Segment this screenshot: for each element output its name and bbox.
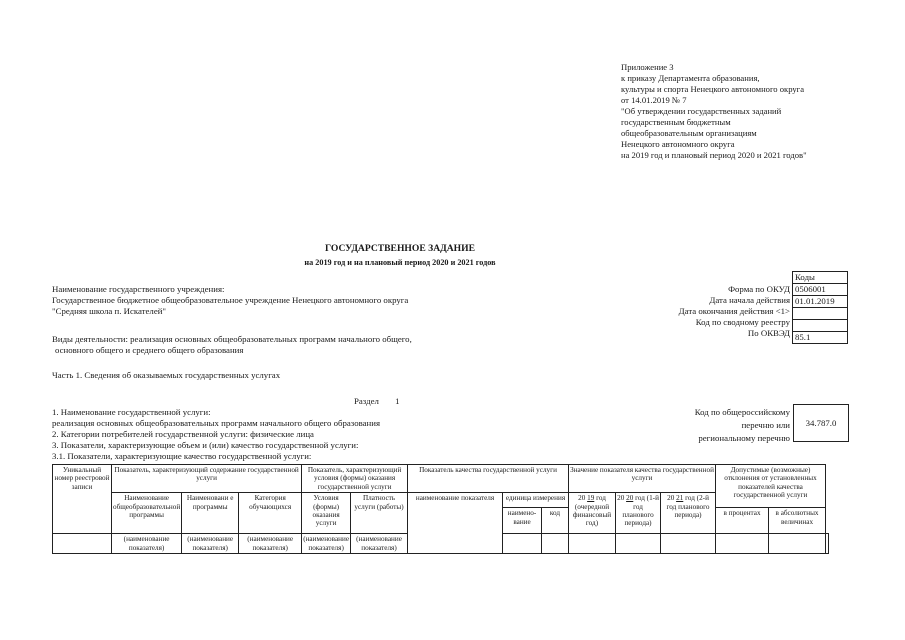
activity-line: Виды деятельности: реализация основных общеобразовательных программ начального общего,	[52, 334, 412, 344]
year1-suffix: год (очередной финансовый год)	[572, 494, 612, 528]
appendix-line: Приложение 3	[621, 62, 674, 72]
code-label: Код по сводному реестру	[695, 317, 790, 327]
appendix-line: общеобразовательным организациям	[621, 128, 757, 138]
code-value	[793, 320, 848, 332]
th-cond: Условия (формы) оказания услуги	[302, 493, 351, 534]
th-year1	[569, 493, 616, 534]
th-unit-name: наимено- вание	[503, 508, 542, 534]
cell-empty	[661, 534, 716, 554]
section-heading	[354, 396, 400, 407]
year1-prefix: 20	[578, 494, 586, 503]
document-title: ГОСУДАРСТВЕННОЕ ЗАДАНИЕ	[325, 243, 475, 254]
code-value	[793, 308, 848, 320]
th-name1: Наименование общеобразовательной программы	[112, 493, 182, 534]
activity-block	[52, 334, 412, 356]
appendix-block	[621, 62, 807, 161]
code-label: По ОКВЭД	[747, 328, 790, 338]
th-conditions: Показатель, характеризующий условия (формы) оказания государственной услуги	[302, 465, 408, 493]
code-value: 85.1	[793, 332, 848, 344]
service-line: 2. Категории потребителей государственной услуги: физические лица	[52, 429, 314, 439]
service-line: 3. Показатели, характеризующие объем и (или) качество государственной услуги:	[52, 440, 359, 450]
codes-header: Коды	[793, 272, 848, 284]
code-label: Дата начала действия	[709, 295, 790, 305]
cell-empty	[769, 534, 826, 554]
appendix-line: культуры и спорта Ненецкого автономного округа	[621, 84, 805, 94]
codes-labels	[560, 284, 790, 339]
th-category: Категория обучающихся	[239, 493, 302, 534]
year1-value: 19	[587, 494, 595, 503]
institution-block	[52, 284, 408, 317]
cell-ind: (наименование показателя)	[112, 534, 182, 554]
cell-ind: (наименование показателя)	[351, 534, 408, 554]
appendix-line: "Об утверждении государственных заданий	[621, 106, 782, 116]
cell-empty	[716, 534, 769, 554]
cell-empty	[826, 534, 829, 554]
section-label: Раздел	[354, 396, 379, 406]
quality-table	[52, 464, 829, 554]
cell-empty	[503, 534, 542, 554]
service-block	[52, 407, 380, 462]
appendix-line: от 14.01.2019 № 7	[621, 95, 687, 105]
institution-name: "Средняя школа п. Искателей"	[52, 306, 167, 316]
th-value: Значение показателя качества государственной услуги	[569, 465, 716, 493]
th-percent: в процентах	[716, 508, 769, 534]
year3-suffix: год (2-й год планового периода)	[666, 494, 710, 520]
year3-value: 21	[676, 494, 684, 503]
cell-ind: (наименование показателя)	[182, 534, 239, 554]
institution-name: Государственное бюджетное общеобразовательное учреждение Ненецкого автономного округа	[52, 295, 409, 305]
appendix-line: Ненецкого автономного округа	[621, 139, 735, 149]
th-unit-code: код	[542, 508, 569, 534]
th-absolute: в абсолютных величинах	[769, 508, 826, 534]
th-paid: Платность услуги (работы)	[351, 493, 408, 534]
th-year2	[616, 493, 661, 534]
code-label: Дата окончания действия <1>	[678, 306, 790, 316]
th-year3	[661, 493, 716, 534]
cell-ind: (наименование показателя)	[303, 535, 350, 552]
code-value: 01.01.2019	[793, 296, 848, 308]
cell-ind: (наименование показателя)	[239, 534, 302, 554]
year3-prefix: 20	[667, 494, 675, 503]
appendix-line: государственным бюджетным	[621, 117, 731, 127]
cell-empty	[53, 534, 112, 554]
code-value: 0506001	[793, 284, 848, 296]
part-heading: Часть 1. Сведения об оказываемых государственных услугах	[52, 370, 281, 380]
code-label: региональному перечню	[698, 433, 790, 443]
service-line: реализация основных общеобразовательных программ начального общего образования	[52, 418, 381, 428]
year2-suffix: год (1-й год планового периода)	[622, 494, 659, 528]
service-code-labels	[600, 407, 790, 444]
cell-empty	[616, 534, 661, 554]
cell-empty	[542, 534, 569, 554]
activity-line: основного общего и среднего общего образования	[55, 345, 244, 355]
service-code-box	[793, 404, 849, 442]
year2-value: 20	[626, 494, 634, 503]
codes-table	[792, 271, 848, 344]
section-number: 1	[395, 396, 400, 406]
document-subtitle: на 2019 год и на плановый период 2020 и 2021 годов	[304, 258, 496, 267]
th-name2: Наименовани е программы	[182, 493, 239, 534]
cell-empty	[569, 534, 616, 554]
appendix-line: к приказу Департамента образования,	[621, 73, 760, 83]
service-line: 1. Наименование государственной услуги:	[52, 407, 211, 417]
institution-label: Наименование государственного учреждения:	[52, 284, 225, 294]
code-label: Код по общероссийскому	[694, 407, 790, 417]
service-line: 3.1. Показатели, характеризующие качество государственной услуги:	[52, 451, 312, 461]
code-label: перечню или	[741, 420, 790, 430]
appendix-line: на 2019 год и плановый период 2020 и 2021 годов"	[621, 150, 807, 160]
th-unit: единица измерения	[503, 493, 569, 508]
code-label: Форма по ОКУД	[728, 284, 790, 294]
th-content: Показатель, характеризующий содержание государственной услуги	[112, 465, 302, 493]
th-ind-name: наименование показателя	[408, 493, 503, 554]
year2-prefix: 20	[617, 494, 625, 503]
th-quality: Показатель качества государственной услуги	[408, 465, 569, 493]
th-unique: Уникальный номер реестровой записи	[53, 465, 112, 534]
th-deviation: Допустимые (возможные) отклонения от установленных показателей качества государственной услуги	[716, 465, 826, 508]
service-code-value: 34.787.0	[805, 418, 837, 428]
